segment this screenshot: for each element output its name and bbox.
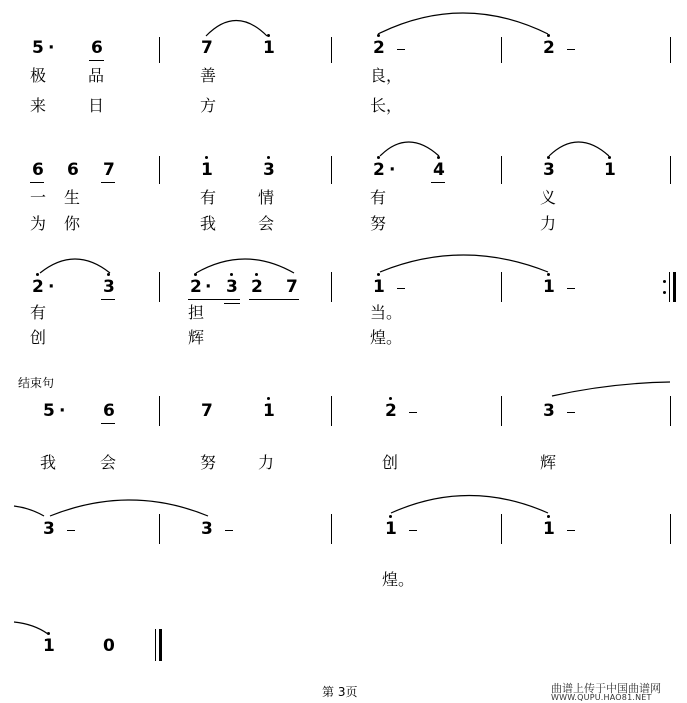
lyric: 有 [30,303,47,322]
slur [380,255,548,272]
lyric: 情 [258,188,275,207]
lyric: 创 [382,453,399,472]
note: 3 [43,519,55,539]
note: 1 [543,519,555,539]
dot-after: · [48,38,55,58]
note: 0 [103,636,115,656]
lyric: 来 [30,96,47,115]
note: 7 [201,401,213,421]
note: 3 [103,277,115,297]
slur [380,142,439,156]
note: 2 [190,277,202,297]
slur [378,13,548,34]
page-number: 第 3页 [322,685,358,699]
lyric: 力 [540,214,557,233]
lyric: 良， [370,66,403,85]
note: 7 [286,277,298,297]
note: 3 [226,277,238,297]
lyric: 极 [30,66,47,85]
note: 3 [543,401,555,421]
lyric: 担 [188,303,205,322]
note: 1 [201,160,213,180]
note: 2 [373,160,385,180]
note: 4 [433,160,445,180]
lyric: 会 [258,214,275,233]
slur-continued [14,622,48,634]
lyric: 当。 [370,303,403,322]
note: 3 [543,160,555,180]
slur [391,496,548,514]
slur [40,259,110,273]
note: 6 [32,160,44,180]
note: 3 [263,160,275,180]
source-url: WWW.QUPU.HAO81.NET [551,693,652,702]
slur-continued [14,506,44,516]
section-label: 结束句 [18,376,55,390]
lyric: 会 [100,453,117,472]
lyric: 善 [200,66,217,85]
lyric: 辉 [188,328,205,347]
lyric: 我 [40,453,57,472]
note: 3 [201,519,213,539]
lyric: 你 [64,214,81,233]
lyric: 力 [258,453,275,472]
lyric: 有 [370,188,387,207]
lyric: 一 [30,188,47,207]
lyric: 辉 [540,453,557,472]
dot-after: · [48,277,55,297]
note: 2 [251,277,263,297]
slur [196,259,294,273]
slur [206,21,267,37]
slur [549,142,609,156]
note: 1 [385,519,397,539]
lyric: 我 [200,214,217,233]
lyric: 煌。 [382,570,415,589]
note: 2 [543,38,555,58]
note: 1 [43,636,55,656]
lyric: 努 [200,453,217,472]
dot-after: · [205,277,212,297]
note: 1 [263,38,275,58]
note: 1 [543,277,555,297]
note: 7 [103,160,115,180]
lyric: 煌。 [370,328,403,347]
lyric: 方 [200,96,217,115]
lyric: 努 [370,214,387,233]
lyric: 品 [88,66,105,85]
lyric: 创 [30,328,47,347]
note: 2 [373,38,385,58]
note: 5 [43,401,55,421]
lyric: 生 [64,188,81,207]
slur [50,500,208,516]
note: 1 [604,160,616,180]
note: 2 [32,277,44,297]
note: 2 [385,401,397,421]
lyric: 日 [88,96,105,115]
note: 6 [91,38,103,58]
note: 7 [201,38,213,58]
note: 6 [103,401,115,421]
slur-continued [552,382,670,396]
dot-after: · [389,160,396,180]
note: 1 [263,401,275,421]
lyric: 长， [370,96,403,115]
note: 6 [67,160,79,180]
note: 1 [373,277,385,297]
lyric: 有 [200,188,217,207]
lyric: 义 [540,188,557,207]
dot-after: · [59,401,66,421]
source-credit: 曲谱上传于中国曲谱网 [551,682,661,695]
note: 5 [32,38,44,58]
lyric: 为 [30,214,47,233]
